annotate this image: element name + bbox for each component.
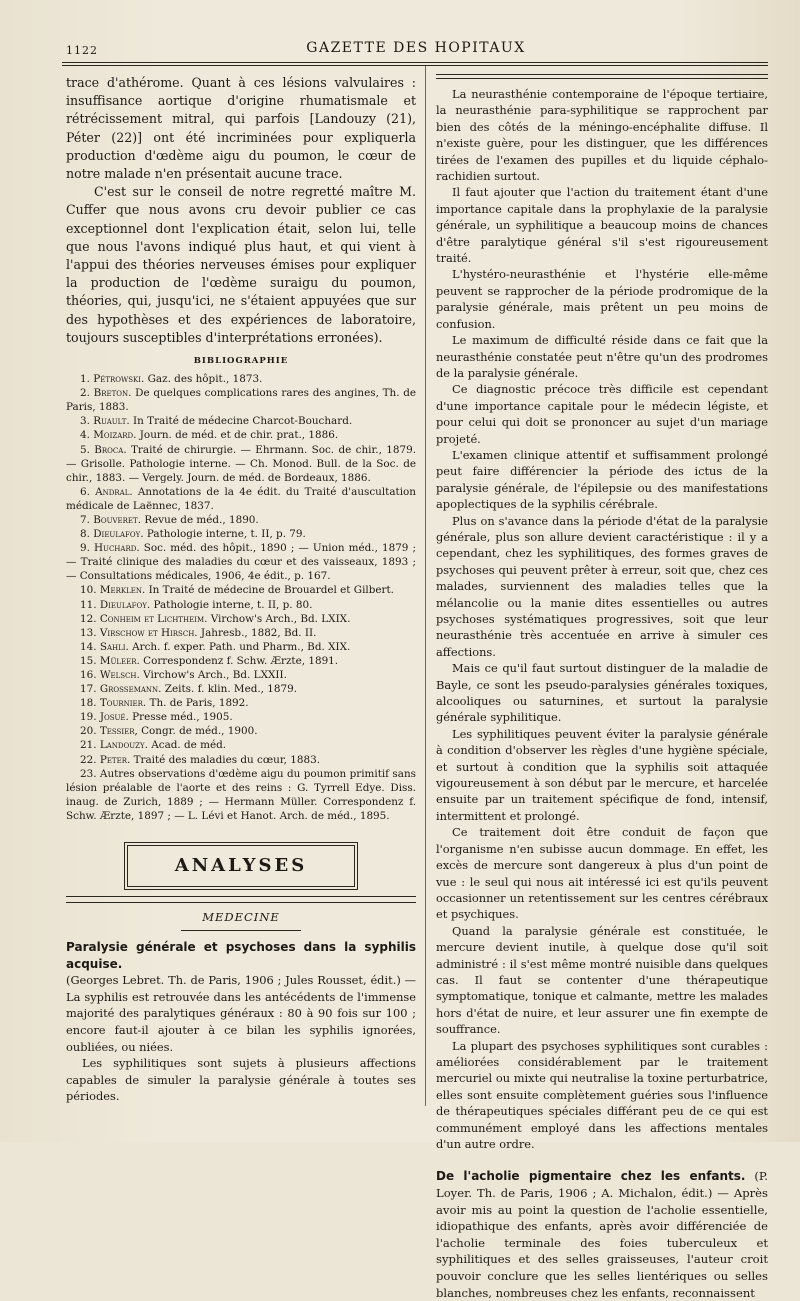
right-paragraph: L'examen clinique attentif et suffisamment prolongé peut faire différencier la période des ictus de la paralysie générale, de l'épilepsie ou des manifestations apoplectiques de la syphilis cérébrale. bbox=[436, 447, 768, 512]
lead-paragraph: trace d'athérome. Quant à ces lésions valvulaires : insuffisance aortique d'origine rhumatismale et rétrécissement mitral, qui parfois [Landouzy (21), Péter (22)] ont été incriminées pour expliquerla production d'œdème aigu du poumon, le cœur de notre malade n'en présentait aucune trace. bbox=[66, 75, 416, 182]
bibliography-author: 20. Tessier, bbox=[80, 725, 138, 738]
bibliography-author: 18. Tournier. bbox=[80, 697, 147, 710]
page-header bbox=[66, 36, 766, 60]
bibliography-text: Autres observations d'œdème aigu du poumon primitif sans lésion préalable de l'aorte et des reins : G. Tyrrell Edye. Diss. inaug. de Zurich, 1889 ; — Hermann Müller. Correspondenz f. Schw. Ærzte, 1897 ; — L. Lévi et Hanot. Arch. de méd., 1895. bbox=[66, 767, 416, 822]
column-divider bbox=[425, 66, 426, 1106]
bibliography-entry bbox=[66, 767, 416, 823]
bibliography-text: Journ. de méd. et de chir. prat., 1886. bbox=[136, 429, 339, 442]
bibliography-entry bbox=[66, 513, 416, 527]
bibliography-text: Traité des maladies du cœur, 1883. bbox=[130, 753, 320, 766]
bibliography-entry bbox=[66, 541, 416, 583]
bibliography-author: 8. Dieulafoy. bbox=[80, 528, 144, 541]
right-paragraph: L'hystéro-neurasthénie et l'hystérie elle-même peuvent se rapprocher de la période prodromique de la paralysie générale, mais prêtent un peu moins de confusion. bbox=[436, 267, 768, 331]
bibliography-entry bbox=[66, 485, 416, 513]
bibliography-author: 15. Müleer. bbox=[80, 654, 140, 667]
bibliography-text: Congr. de méd., 1900. bbox=[137, 725, 258, 738]
right-column bbox=[436, 74, 768, 1300]
bibliography-entry bbox=[66, 443, 416, 485]
bibliography-text: Arch. f. exper. Path. und Pharm., Bd. XIX. bbox=[128, 640, 351, 653]
bibliography-text: Revue de méd., 1890. bbox=[141, 513, 259, 526]
bibliography-entry bbox=[66, 654, 416, 668]
section-rules bbox=[66, 896, 416, 903]
bibliography-text: Pathologie interne, t. II, p. 80. bbox=[150, 598, 313, 611]
right-paragraph: Plus on s'avance dans la période d'état de la paralysie générale, plus son allure devient caractéristique : il y a cependant, chez les syphilitiques, des formes graves de psychoses qui peuvent prêter à erreur, soit que, chez ces malades, surviennent des maladies telles que la mélancolie ou la manie dites essentielles ou autres psychoses systématiques progressives, soit que leur neurasthénie très accentuée en arrive à simuler ces affections. bbox=[436, 513, 768, 659]
bibliography-text: In Traité de médecine Charcot-Bouchard. bbox=[129, 415, 353, 428]
bibliography-text: Gaz. des hôpit., 1873. bbox=[144, 373, 263, 386]
bibliography-author: 12. Conheim et Lichtheim. bbox=[80, 612, 208, 625]
right-paragraph: Ce traitement doit être conduit de façon que l'organisme n'en subisse aucun dommage. En effet, les excès de mercure sont dangereux à plus d'un point de vue : le seul qui nous ait intéressé ici est qu'ils peuvent occasionner un retentissement sur les centres cérébraux et psychiques. bbox=[436, 825, 768, 922]
bibliography-author: 4. Moizard. bbox=[80, 429, 137, 442]
bibliography-text: De quelques complications rares des angines, Th. de Paris, 1883. bbox=[66, 387, 416, 414]
right-text bbox=[436, 86, 768, 1152]
right-paragraph: Quand la paralysie générale est constituée, le mercure devient inutile, à quelque dose qu'il soit administré : il s'est même montré nuisible dans quelques cas. Il faut se contenter d'une thérapeutique symptomatique, tonique et calmante, mettre les malades hors d'état de nuire, et leur assurer une fin exempte de souffrance. bbox=[436, 923, 768, 1037]
bibliography-author: 5. Broca. bbox=[80, 443, 127, 456]
bibliography-entry bbox=[66, 414, 416, 428]
bibliography-text: Acad. de méd. bbox=[147, 739, 227, 752]
article-title: Paralysie générale et psychoses dans la syphilis acquise. bbox=[66, 940, 416, 971]
right-paragraph: La neurasthénie contemporaine de l'époque tertiaire, la neurasthénie para-syphilitique se rapprochent par bien des côtés de la méningo-encéphalite diffuse. Il n'existe guère, pour les distinguer, que les différences tirées de l'examen des pupilles et du liquide céphalo-rachidien surtout. bbox=[436, 87, 768, 184]
bibliography-entry bbox=[66, 640, 416, 654]
bibliography-entry bbox=[66, 428, 416, 442]
bibliography-text: Soc. méd. des hôpit., 1890 ; — Union méd., 1879 ; — Traité clinique des maladies du cœur et des vaisseaux, 1893 ; — Consultations médicales, 1906, 4e édit., p. 167. bbox=[66, 542, 416, 583]
bibliography-author: 9. Huchard. bbox=[80, 542, 140, 555]
bibliography-entry bbox=[66, 527, 416, 541]
article2-title: De l'acholie pigmentaire chez les enfants. bbox=[436, 1169, 746, 1184]
bibliography-author: 7. Bouveret. bbox=[80, 513, 142, 526]
journal-title: GAZETTE DES HOPITAUX bbox=[306, 40, 526, 56]
bibliography-title: BIBLIOGRAPHIE bbox=[193, 356, 289, 367]
bibliography-text: Virchow's Arch., Bd. LXXII. bbox=[139, 669, 287, 682]
bibliography-author: 2. Breton. bbox=[80, 387, 132, 400]
bibliography-entry bbox=[66, 724, 416, 738]
bibliography-text: Presse méd., 1905. bbox=[128, 711, 233, 724]
bibliography-entry bbox=[66, 386, 416, 414]
bibliography-entry bbox=[66, 668, 416, 682]
bibliography-author: 10. Merklen. bbox=[80, 584, 146, 597]
bibliography-author: 13. Virschow et Hirsch. bbox=[80, 626, 198, 639]
section-heading-rule bbox=[181, 930, 301, 931]
bibliography-author: 19. Josué. bbox=[80, 711, 129, 724]
right-paragraph: Il faut ajouter que l'action du traitement étant d'une importance capitale dans la prophylaxie de la paralysie générale, un syphilitique a beaucoup moins de chances d'être paralytique général s'il s'est rigoureusement traité. bbox=[436, 185, 768, 266]
bibliography-entry bbox=[66, 372, 416, 386]
bibliography-author: 16. Welsch. bbox=[80, 669, 140, 682]
bibliography-entry bbox=[66, 682, 416, 696]
header-rule-bottom bbox=[62, 65, 768, 66]
bibliography-author: 3. Ruault. bbox=[80, 415, 130, 428]
bibliography-author: 17. Grossemann. bbox=[80, 683, 162, 696]
article-paragraph: (Georges Lebret. Th. de Paris, 1906 ; Jules Rousset, édit.) — La syphilis est retrouvée dans les antécédents de l'immense majorité des paralytiques généraux : 80 à 90 fois sur 100 ; encore faut-il ajouter à ce bilan les syphilis ignorées, oubliées, ou niées. bbox=[66, 973, 416, 1054]
article-paralysie bbox=[66, 939, 416, 1105]
bibliography-text: Virchow's Arch., Bd. LXIX. bbox=[207, 612, 351, 625]
bibliography-author: 22. Peter. bbox=[80, 753, 131, 766]
bibliography-author: 6. Andral. bbox=[80, 485, 133, 498]
left-column bbox=[66, 74, 416, 1114]
article2-text: (P. Loyer. Th. de Paris, 1906 ; A. Michalon, édit.) — Après avoir mis au point la question de l'acholie essentielle, idiopathique des enfants, après avoir différenciée de l'acholie terminale des foies tuberculeux et syphilitiques et des selles graisseuses, l'auteur croit pouvoir conclure que les selles lientériques ou selles blanches, nombreuses chez les enfants, reconnaissent bbox=[436, 1169, 768, 1300]
header-rule-top bbox=[62, 62, 768, 63]
bibliography-text: Pathologie interne, t. II, p. 79. bbox=[143, 528, 306, 541]
bibliography-text: Th. de Paris, 1892. bbox=[146, 697, 249, 710]
bibliography-text: Zeits. f. klin. Med., 1879. bbox=[161, 683, 298, 696]
bibliography-text: Correspondenz f. Schw. Ærzte, 1891. bbox=[139, 654, 339, 667]
section-heading-medecine: MEDECINE bbox=[202, 910, 280, 925]
bibliography-text: Annotations de la 4e édit. du Traité d'auscultation médicale de Laënnec, 1837. bbox=[66, 485, 416, 512]
bibliography-entry bbox=[66, 612, 416, 626]
bibliography-entry bbox=[66, 710, 416, 724]
bibliography-text: Traité de chirurgie. — Ehrmann. Soc. de chir., 1879. — Grisolle. Pathologie interne. — Ch. Monod. Bull. de la Soc. de chir., 1883. — Vergely. Journ. de méd. de Bordeaux, 1886. bbox=[66, 443, 416, 484]
lead-text bbox=[66, 74, 416, 347]
bibliography-entry bbox=[66, 738, 416, 752]
right-paragraph: Ce diagnostic précoce très difficile est cependant d'une importance capitale pour le médecin légiste, et pour celui qui doit se prononcer au sujet d'un mariage projeté. bbox=[436, 382, 768, 446]
bibliography-author: 23. bbox=[80, 767, 97, 780]
bibliography-list bbox=[66, 372, 416, 823]
article-acholie bbox=[436, 1168, 768, 1301]
analyses-heading: ANALYSES bbox=[127, 845, 355, 887]
bibliography-entry bbox=[66, 753, 416, 767]
bibliography-author: 14. Sahli. bbox=[80, 640, 129, 653]
bibliography-entry bbox=[66, 696, 416, 710]
page-number: 1122 bbox=[66, 44, 98, 57]
bibliography-author: 21. Landouzy. bbox=[80, 739, 148, 752]
bibliography-entry bbox=[66, 626, 416, 640]
bibliography-text: Jahresb., 1882, Bd. II. bbox=[197, 626, 317, 639]
bibliography-text: In Traité de médecine de Brouardel et Gilbert. bbox=[145, 584, 394, 597]
right-paragraph: Mais ce qu'il faut surtout distinguer de la maladie de Bayle, ce sont les pseudo-paralysies générales toxiques, alcooliques ou saturnines, et surtout la paralysie générale syphilitique. bbox=[436, 661, 768, 725]
lead-paragraph: C'est sur le conseil de notre regretté maître M. Cuffer que nous avons cru devoir publier ce cas exceptionnel dont l'explication était, selon lui, telle que nous l'avons indiqué plus haut, et qui vient à l'appui des théories nerveuses émises pour expliquer la production de l'œdème suraigu du poumon, théories, qui, jusqu'ici, ne s'étaient appuyées que sur des hypothèses et des expériences de laboratoire, toujours susceptibles d'interprétations erronées). bbox=[66, 184, 416, 345]
bibliography-entry bbox=[66, 598, 416, 612]
bibliography-entry bbox=[66, 583, 416, 597]
right-paragraph: Les syphilitiques peuvent éviter la paralysie générale à condition d'observer les règles d'une hygiène spéciale, et surtout à condition que la syphilis soit attaquée vigoureusement à son début par le mercure, et harcelée ensuite par un traitement spécifique de fond, intensif, intermittent et prolongé. bbox=[436, 726, 768, 823]
article-paragraph: Les syphilitiques sont sujets à plusieurs affections capables de simuler la paralysie générale à toutes ses périodes. bbox=[66, 1056, 416, 1104]
right-paragraph: Le maximum de difficulté réside dans ce fait que la neurasthénie constatée peut n'être qu'un des prodromes de la paralysie générale. bbox=[436, 333, 768, 380]
bibliography-author: 1. Pétrowski. bbox=[80, 373, 145, 386]
right-paragraph: La plupart des psychoses syphilitiques sont curables : améliorées considérablement par le traitement mercuriel ou mixte qui neutralise la toxine perturbatrice, elles sont ensuite complètement guéries sous l'influence de thérapeutiques spéciales différant peu de ce qui est communément employé dans les affections mentales d'un autre ordre. bbox=[436, 1038, 768, 1151]
bibliography-author: 11. Dieulafoy. bbox=[80, 598, 151, 611]
right-top-rule bbox=[436, 74, 768, 79]
